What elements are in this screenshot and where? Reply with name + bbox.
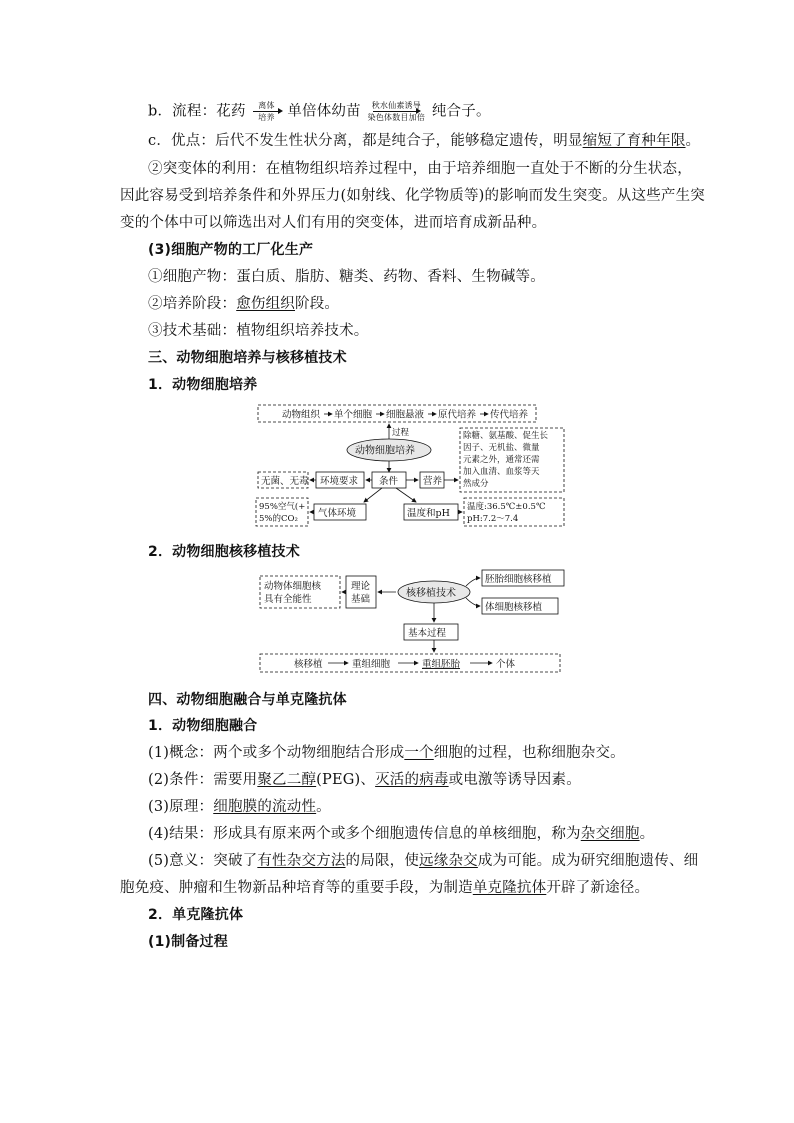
center-label: 核移植技术: [406, 588, 456, 599]
fusion-significance-2: 胞免疫、肿瘤和生物新品种培育等的重要手段，为制造单克隆抗体开辟了新途径。: [120, 880, 650, 896]
flow-b-mid: 单倍体幼苗: [287, 103, 361, 120]
process-step: 重组细胞: [352, 659, 391, 670]
flow-b-end: 纯合子。: [431, 103, 491, 120]
flow-b-prefix: b．流程：花药: [148, 103, 246, 120]
flow-step-4: 传代培养: [490, 409, 529, 421]
nutrition-note-line: 然成分: [463, 479, 489, 489]
process-step: 核移植: [294, 659, 323, 670]
flow-step-0: 动物组织: [282, 409, 321, 421]
fusion-significance-1: (5)意义：突破了有性杂交方法的局限，使远缘杂交成为可能。成为研究细胞遗传、细: [148, 853, 699, 869]
subsection-monoclonal: 2．单克隆抗体: [148, 907, 244, 923]
product-line-3: ③技术基础：植物组织培养技术。: [148, 323, 369, 339]
basic-process-label: 基本过程: [408, 628, 447, 639]
subsection-cell-fusion: 1．动物细胞融合: [148, 718, 258, 734]
arrow-colchicine: $\frac{\text{秋水仙素诱导}}{\text{染色体数目加倍}}$: [367, 101, 426, 122]
preparation-heading: (1)制备过程: [148, 934, 228, 950]
nutrition-note-line: 除糖、氨基酸、促生长: [463, 431, 549, 441]
underlined-term: 缩短了育种年限: [582, 133, 686, 149]
temp-note-line: 温度:36.5℃±0.5℃: [467, 502, 546, 512]
underlined-term: 一个: [404, 745, 434, 761]
sterile-label: 无菌、无毒: [261, 476, 309, 487]
gas-label: 气体环境: [318, 508, 357, 519]
nutrition-note-line: 因子、无机盐、微量: [463, 443, 540, 453]
section-four-title: 四、动物细胞融合与单克隆抗体: [148, 692, 347, 708]
center-label: 动物细胞培养: [355, 445, 415, 457]
fusion-principle: (3)原理：细胞膜的流动性。: [148, 799, 331, 815]
flow-line-b: [148, 101, 688, 122]
underlined-term: 远缘杂交: [419, 853, 478, 869]
mutant-para-3: 变的个体中可以筛选出对人们有用的突变体，进而培育成新品种。: [120, 215, 547, 231]
nutrition-note-line: 加入血清、血浆等天: [463, 467, 540, 477]
fusion-result: (4)结果：形成具有原来两个或多个细胞遗传信息的单核细胞，称为杂交细胞。: [148, 826, 655, 842]
section-three-title: 三、动物细胞培养与核移植技术: [148, 350, 347, 366]
underlined-term: 聚乙二醇: [257, 772, 317, 788]
subsection-animal-culture: 1．动物细胞培养: [148, 377, 258, 393]
underlined-term: 有性杂交方法: [257, 853, 346, 869]
gas-note-line: 95%空气(+: [259, 502, 306, 512]
conditions-label: 条件: [379, 476, 399, 487]
theory-note-line: 动物体细胞核: [264, 581, 322, 592]
arrow-culture: $\frac{\text{离体}}{\text{培养}}$: [253, 101, 281, 122]
nutrition-note-line: 元素之外，通常还需: [463, 455, 540, 465]
flow-step-2: 细胞悬液: [386, 409, 425, 421]
env-label: 环境要求: [320, 476, 359, 487]
process-step: 个体: [496, 659, 516, 670]
gas-note-line: 5%的CO₂: [259, 514, 298, 524]
fusion-concept: (1)概念：两个或多个动物细胞结合形成一个细胞的过程，也称细胞杂交。: [148, 745, 625, 761]
embryo-label: 胚胎细胞核移植: [485, 574, 552, 585]
subsection-nuclear-transfer: 2．动物细胞核移植技术: [148, 544, 300, 560]
product-line-1: ①细胞产物：蛋白质、脂肪、糖类、药物、香料、生物碱等。: [148, 269, 545, 285]
flow-step-3: 原代培养: [438, 409, 477, 421]
underlined-term: 杂交细胞: [580, 826, 640, 842]
process-label: 过程: [392, 428, 410, 438]
theory-label: 理论: [351, 581, 371, 592]
underlined-term: 灭活的病毒: [375, 772, 449, 788]
theory-note-line: 具有全能性: [264, 594, 312, 605]
temp-note-line: pH:7.2～7.4: [467, 514, 519, 524]
mutant-para-2: 因此容易受到培养条件和外界压力(如射线、化学物质等)的影响而发生突变。从这些产生突: [120, 188, 706, 204]
process-step: 重组胚胎: [422, 659, 461, 670]
somatic-label: 体细胞核移植: [485, 602, 543, 613]
advantage-line-c: c．优点：后代不发生性状分离，都是纯合子，能够稳定遗传，明显缩短了育种年限。: [148, 133, 701, 149]
section-3-heading: (3)细胞产物的工厂化生产: [148, 242, 314, 258]
product-line-2: ②培养阶段：愈伤组织阶段。: [148, 296, 340, 312]
temp-label: 温度和pH: [407, 508, 450, 519]
theory-label: 基础: [351, 594, 371, 605]
nuclear-transfer-diagram: [256, 568, 568, 680]
mutant-para-1: ②突变体的利用：在植物组织培养过程中，由于培养细胞一直处于不断的分生状态，: [148, 161, 692, 177]
nutrition-label: 营养: [423, 476, 443, 487]
underlined-term: 愈伤组织: [236, 296, 296, 312]
underlined-term: 细胞膜的流动性: [213, 799, 317, 815]
animal-cell-culture-diagram: [252, 402, 572, 532]
flow-step-1: 单个细胞: [334, 409, 373, 421]
fusion-condition: (2)条件：需要用聚乙二醇(PEG)、灭活的病毒或电激等诱导因素。: [148, 772, 581, 788]
underlined-term: 单克隆抗体: [472, 880, 547, 896]
